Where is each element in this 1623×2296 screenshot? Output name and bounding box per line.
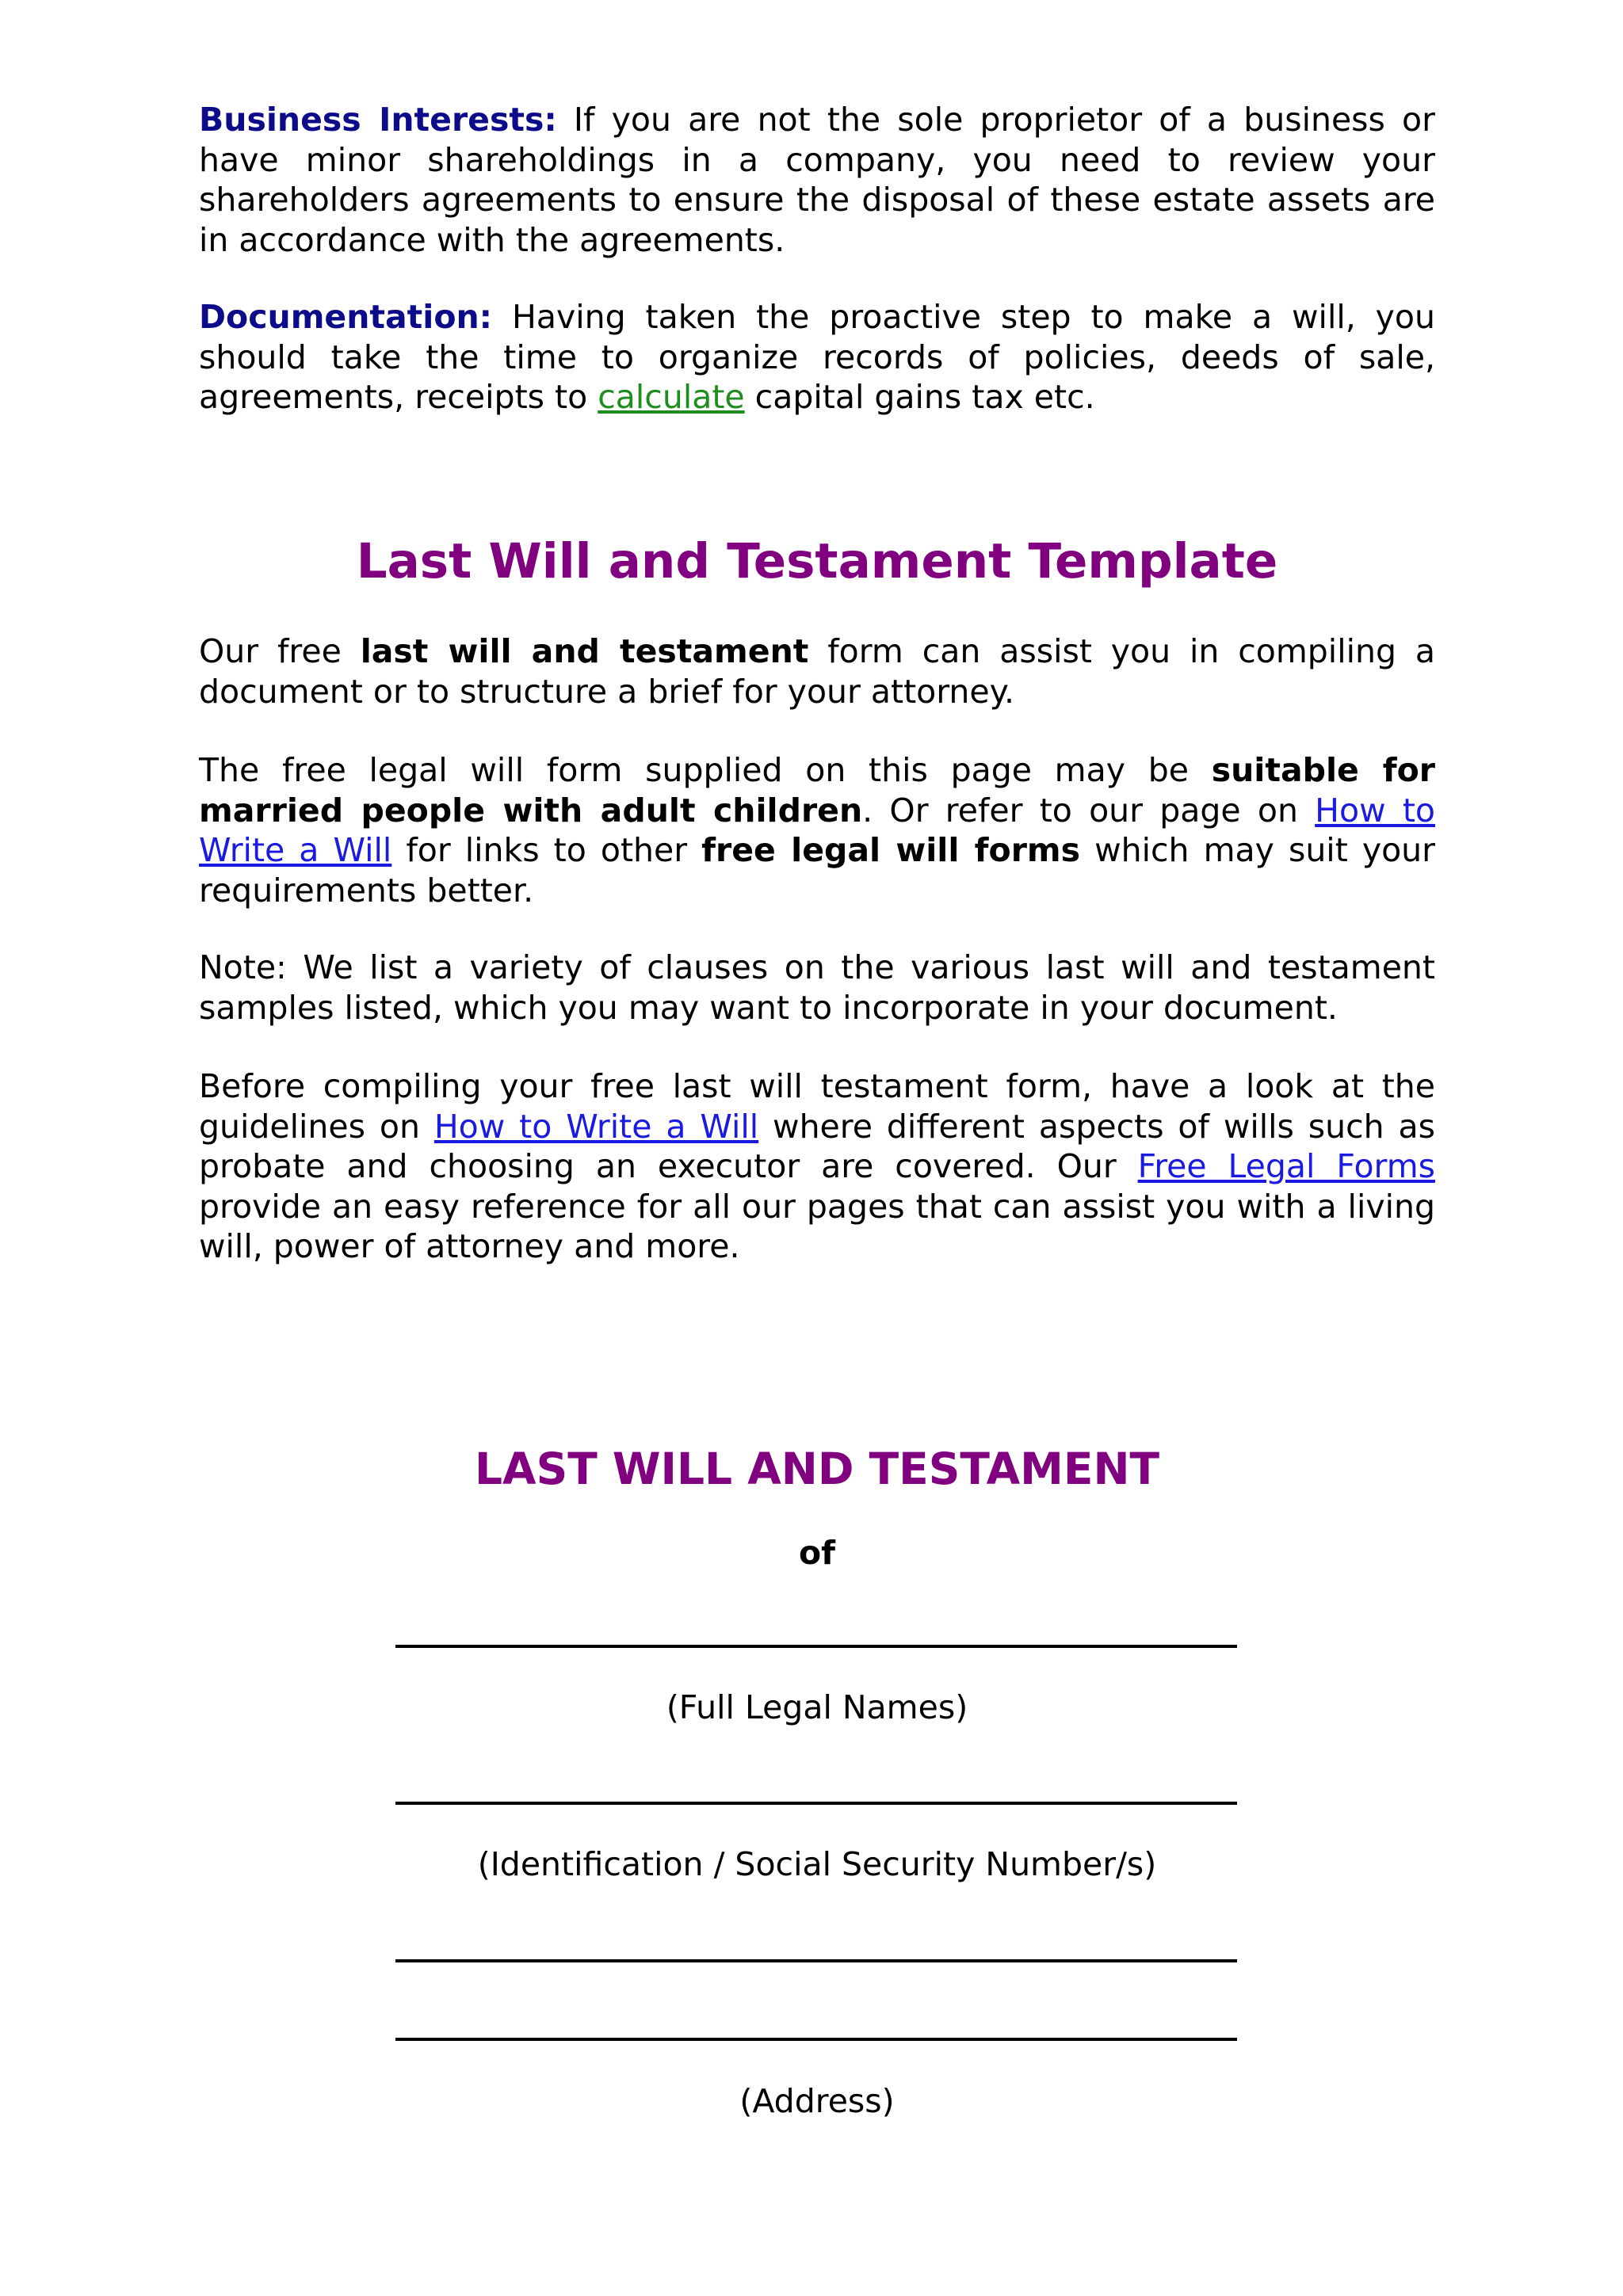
- free-legal-forms-link[interactable]: Free Legal Forms: [1137, 1147, 1435, 1185]
- address-line-1[interactable]: [395, 1959, 1237, 1962]
- template-para-2-text-2: . Or refer to our page on: [862, 791, 1316, 830]
- template-section-title: Last Will and Testament Template: [356, 533, 1278, 589]
- template-para-1-block: [199, 631, 1435, 711]
- identification-caption: (Identification / Social Security Number/s): [477, 1845, 1157, 1883]
- form-title: LAST WILL AND TESTAMENT: [474, 1444, 1160, 1494]
- template-para-1-text-2: form can assist you in compiling a document or to structure a brief for your attorney.: [199, 632, 1435, 711]
- template-para-3: Note: We list a variety of clauses on the various last will and testament samples listed, which you may want to incorporate in your document.: [199, 948, 1435, 1027]
- documentation-paragraph: [199, 297, 1435, 418]
- business-interests-text: If you are not the sole proprietor of a business or have minor shareholdings in a company, you need to review your shareholders agreements to ensure the disposal of these estate assets are in accordance with the agreements.: [199, 101, 1436, 259]
- full-legal-names-line[interactable]: [395, 1645, 1237, 1648]
- template-para-4-block: [199, 1066, 1435, 1267]
- template-para-2-bold-1: suitable for married people with adult children: [199, 751, 1436, 830]
- template-para-2-block: [199, 750, 1435, 910]
- business-interests-heading: Business Interests:: [199, 101, 557, 139]
- full-legal-names-caption: (Full Legal Names): [666, 1688, 968, 1726]
- business-interests-paragraph: [199, 100, 1435, 260]
- template-para-1-text-1: Our free: [199, 632, 361, 670]
- template-para-4-text-2: where different aspects of wills such as probate and choosing an executor are covered. Our: [199, 1107, 1436, 1185]
- business-interests-block: [199, 100, 1435, 260]
- calculate-link[interactable]: calculate: [598, 378, 745, 416]
- identification-line[interactable]: [395, 1802, 1237, 1805]
- how-to-write-a-will-link[interactable]: How to Write a Will: [199, 791, 1435, 869]
- template-para-3-block: [199, 948, 1435, 1028]
- template-para-2: [199, 750, 1435, 910]
- documentation-heading: Documentation:: [199, 298, 493, 336]
- template-para-2-text-4: which may suit your requirements better.: [199, 831, 1436, 910]
- form-of: of: [798, 1534, 835, 1572]
- address-line-2[interactable]: [395, 2038, 1237, 2041]
- documentation-block: [199, 297, 1435, 418]
- template-para-2-text-3: for links to other: [391, 831, 702, 869]
- template-para-1-bold: last will and testament: [360, 632, 809, 670]
- how-to-write-a-will-link-2[interactable]: How to Write a Will: [433, 1107, 759, 1146]
- documentation-text-before: Having taken the proactive step to make a will, you should take the time to organize records of policies, deeds of sale, agreements, receipts to: [199, 298, 1435, 416]
- template-para-1: [199, 631, 1435, 711]
- template-para-4-text-1: Before compiling your free last will testament form, have a look at the guidelines on: [199, 1067, 1435, 1146]
- documentation-text-after: capital gains tax etc.: [744, 378, 1095, 416]
- template-para-2-bold-2: free legal will forms: [701, 831, 1081, 869]
- template-para-4: [199, 1066, 1435, 1267]
- template-para-4-text-3: provide an easy reference for all our pages that can assist you with a living will, power of attorney and more.: [199, 1187, 1435, 1265]
- address-caption: (Address): [739, 2082, 895, 2120]
- template-para-2-text-1: The free legal will form supplied on this page may be: [199, 751, 1212, 789]
